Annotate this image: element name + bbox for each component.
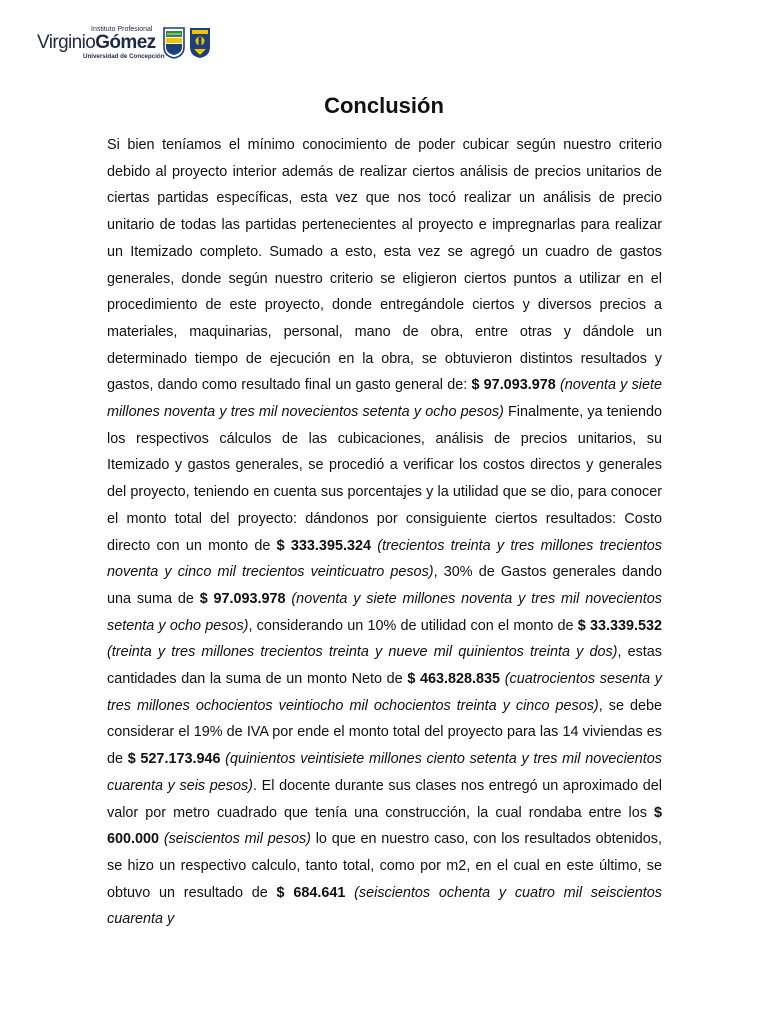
amount-bold: $ 527.173.946 [127,751,221,768]
amount-bold: $ 684.641 [276,884,346,901]
logo-small-text: Instituto Profesional [91,26,153,33]
institute-shield-icon [163,27,185,59]
institution-logo [37,25,165,65]
university-shield-icon [189,27,211,59]
header-logos [37,25,237,65]
conclusion-paragraph [107,132,662,933]
document-title: Conclusión [324,93,444,118]
amount-words: (seiscientos mil pesos) [159,831,311,848]
text-segment: Finalmente, ya teniendo los respectivos cálculos de las cubicaciones, análisis de precios unitarios, su Itemizado y gastos generales, se procedió a verificar los costos directos y generales del proyecto, teniendo en cuenta sus porcentajes y la utilidad que se dio, para conocer el monto total del proyecto: dándonos por consiguiente ciertos resultados: Costo directo con un monto de [107,404,662,554]
text-segment: lo que en nuestro caso, con los resultados obtenidos, se hizo un respectivo calculo, tanto total, como por m2, en el cual en este último, se obtuvo un resultado de [107,831,662,901]
amount-bold: $ 463.828.835 [407,671,501,688]
text-segment: , 30% de Gastos generales dando una suma de [107,564,663,607]
amount-words: (seiscientos ochenta y cuatro mil seiscientos cuarenta y [107,884,662,928]
amount-words: (noventa y siete millones noventa y tres mil novecientos setenta y ocho pesos) [107,377,662,421]
text-segment: Si bien teníamos el mínimo conocimiento de poder cubicar según nuestro criterio debido al proyecto interior además de realizar ciertos análisis de precios unitarios de ciertas partidas específicas, esta vez que nos tocó realizar un análisis de precio unitario de todas las partidas pertenecientes al proyecto e impregnarlas para realizar un Itemizado completo. Sumado a esto, esta vez se agregó un cuadro de gastos generales, donde según nuestro criterio se eligieron ciertos puntos a utilizar en el procedimiento de este proyecto, donde entregándole ciertos y diversos precios a materiales, maquinarias, personal, mano de obra, entre otras y dándole un determinado tiempo de ejecución en la obra, se obtuvieron distintos resultados y gastos, dando como resultado final un gasto general de: [107,137,662,394]
amount-bold: $ 600.000 [107,804,662,848]
text-segment: , estas cantidades dan la suma de un monto Neto de [107,644,662,688]
amount-bold: $ 333.395.324 [276,537,371,554]
logo-sub-text: Universidad de Concepción [83,53,165,60]
amount-bold: $ 33.339.532 [577,617,663,634]
amount-words: (noventa y siete millones noventa y tres mil novecientos setenta y ocho pesos) [107,590,662,634]
amount-words: (trecientos treinta y tres millones trecientos noventa y cinco mil trecientos veinticuatro pesos) [107,537,662,581]
text-segment: , considerando un 10% de utilidad con el monto de [248,617,578,634]
amount-bold: $ 97.093.978 [199,590,286,607]
text-segment: , se debe considerar el 19% de IVA por ende el monto total del proyecto para las 14 viviendas es de [107,697,662,768]
text-segment: . El docente durante sus clases nos entregó un aproximado del valor por metro cuadrado que tenía una construcción, la cual rondaba entre los [107,777,662,821]
amount-bold: $ 97.093.978 [471,377,556,394]
amount-words: (treinta y tres millones trecientos treinta y nueve mil quinientos treinta y dos) [107,644,618,661]
amount-words: (cuatrocientos sesenta y tres millones ochocientos veintiocho mil ochocientos treinta y cinco pesos) [107,671,663,714]
amount-words: (quinientos veintisiete millones ciento setenta y tres mil novecientos cuarenta y seis pesos) [107,751,662,794]
logo-main-text: VirginioGómez [37,32,156,53]
